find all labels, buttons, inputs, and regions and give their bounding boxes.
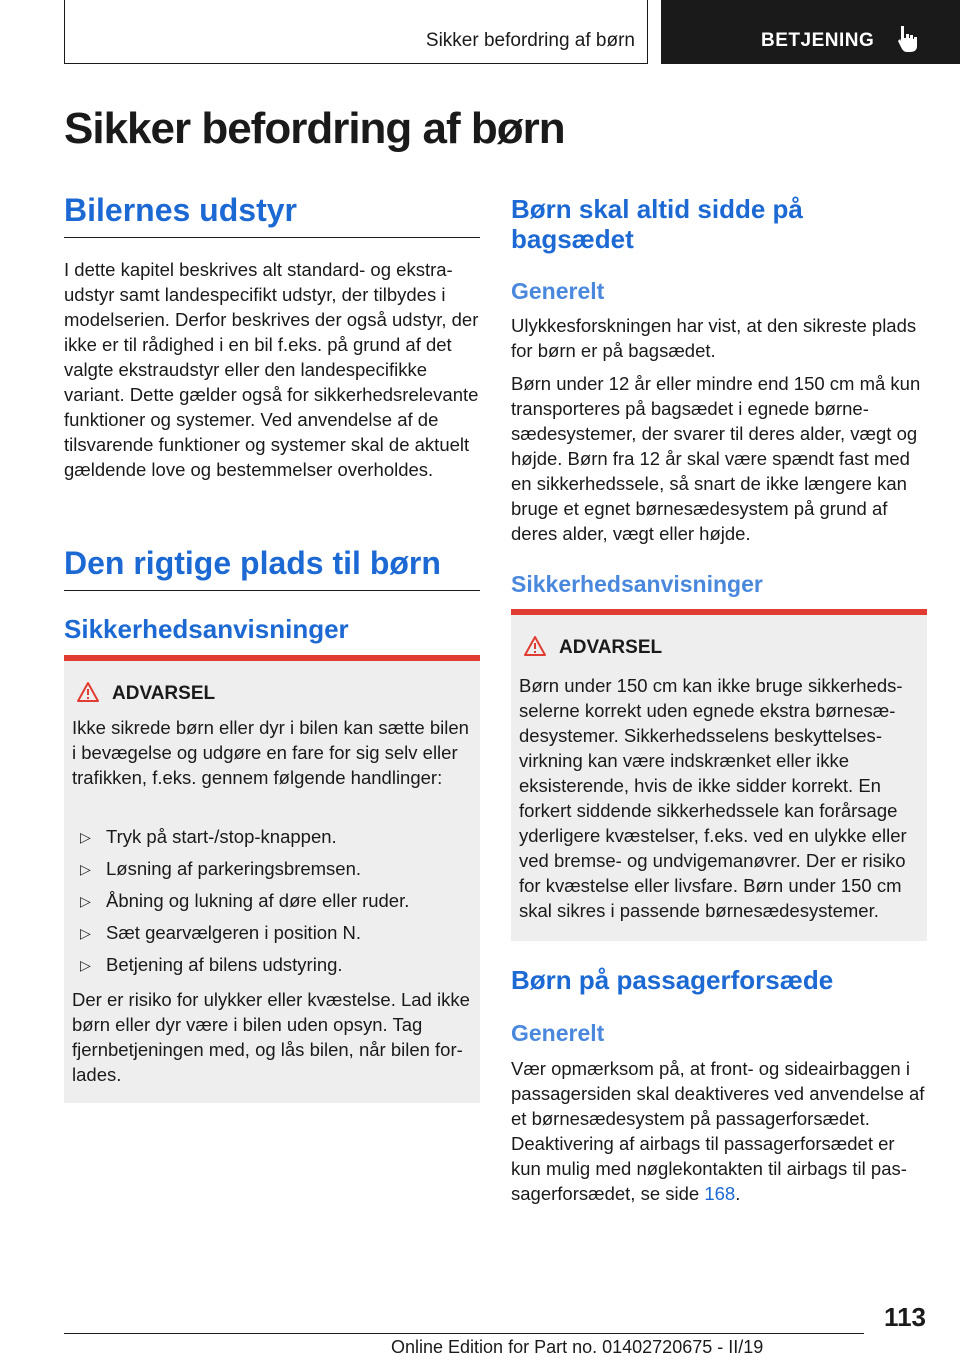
list-item: ▷ Tryk på start-/stop-knappen. xyxy=(72,821,472,853)
list-item: ▷ Løsning af parkeringsbremsen. xyxy=(72,853,472,885)
warning-label-right: ADVARSEL xyxy=(559,637,663,658)
warning-label-left: ADVARSEL xyxy=(112,683,216,704)
heading-bilernes-udstyr: Bilernes udstyr xyxy=(64,192,480,238)
heading-boern-bagsaedet: Børn skal altid sidde på bagsædet xyxy=(511,194,803,254)
heading-generelt-2: Generelt xyxy=(511,1020,605,1046)
paragraph-boern-under-12: Børn under 12 år eller mindre end 150 cm må kun transporteres på bagsædet i egnede børnesædesystemer, der svarer til deres alder, vægt og højde. Børn fra 12 år skal være spændt fast med en sikkerhedssele, så snart de ikke længere kan bruge et egnet børnesædesystem på grund af deres alder, vægt eller højde. xyxy=(511,373,921,544)
warning-outro-left: Der er risiko for ulykker eller kvæstelse. Lad ikke børn eller dyr være i bilen uden opsyn. Tag fjernbetjeningen med, og lås bilen, når bilen forlades. xyxy=(72,989,470,1085)
pointing-hand-icon xyxy=(897,24,923,54)
triangle-bullet-icon: ▷ xyxy=(80,861,91,877)
paragraph-airbag: Vær opmærksom på, at front- og sideairbaggen i passagersiden skal deaktiveres ved anvendelse af et børnesædesystem på passagerforsædet. Deaktivering af airbags til passagerforsædet er kun mulig med nøglekontakten til airbags til passagerforsædet, se side 168. xyxy=(511,1058,925,1204)
warning-bullet-list xyxy=(72,821,472,981)
footer-divider xyxy=(64,1333,864,1334)
paragraph-sikreste-plads: Ulykkesforskningen har vist, at den sikreste plads for børn er på bagsædet. xyxy=(511,315,917,361)
warning-box-right xyxy=(511,609,927,941)
warning-box-left xyxy=(64,655,480,1103)
list-item: ▷ Åbning og lukning af døre eller ruder. xyxy=(72,885,472,917)
header-section-title: Sikker befordring af børn xyxy=(425,30,635,51)
warning-triangle-icon xyxy=(523,635,547,657)
heading-sikkerhedsanvisninger-left: Sikkerhedsanvisninger xyxy=(64,614,349,644)
warning-text-right: Børn under 150 cm kan ikke bruge sikkerhedsselerne korrekt uden egnede ekstra børnesædesystemer. Sikkerhedsselens beskyttelsesvirkning kan være indskrænket eller ikke eksisterende, hvis de ikke sidder korrekt. En forkert siddende sikkerhedssele kan forårsage yderligere kvæstelser, f.eks. ved en ulykke eller ved bremse- og undvigemanøvrer. Der er risiko for kvæstelse eller livsfare. Børn under 150 cm skal sikres i passende børnesædesystemer. xyxy=(519,675,907,921)
page-number: 113 xyxy=(884,1302,926,1332)
warning-intro-left: Ikke sikrede børn eller dyr i bilen kan sætte bilen i bevægelse og udgøre en fare for sig selv eller trafikken, f.eks. gennem følgende handlinger: xyxy=(72,717,469,788)
triangle-bullet-icon: ▷ xyxy=(80,893,91,909)
triangle-bullet-icon: ▷ xyxy=(80,925,91,941)
header-chapter-label: BETJENING xyxy=(761,30,875,51)
warning-triangle-icon xyxy=(76,681,100,703)
footer-edition: Online Edition for Part no. 01402720675 - II/19 xyxy=(391,1337,764,1357)
heading-rigtige-plads: Den rigtige plads til børn xyxy=(64,545,480,591)
triangle-bullet-icon: ▷ xyxy=(80,957,91,973)
page-link-168[interactable]: 168 xyxy=(704,1183,736,1204)
triangle-bullet-icon: ▷ xyxy=(80,829,91,845)
heading-generelt-1: Generelt xyxy=(511,278,605,304)
list-item: ▷ Betjening af bilens udstyring. xyxy=(72,949,472,981)
heading-passagerforsaede: Børn på passagerforsæde xyxy=(511,965,834,995)
header-section-box xyxy=(64,0,648,64)
header-chapter-tab[interactable] xyxy=(661,0,960,64)
heading-sikkerhedsanvisninger-right: Sikkerhedsanvisninger xyxy=(511,571,763,597)
list-item: ▷ Sæt gearvælgeren i position N. xyxy=(72,917,472,949)
page-title: Sikker befordring af børn xyxy=(64,104,565,153)
udstyr-paragraph: I dette kapitel beskrives alt standard- og ekstraudstyr samt landespecifikt udstyr, der tilbydes i modelserien. Derfor beskrives der også udstyr, der ikke er til rådighed i en bil f.eks. på grund af det valgte ekstraudstyr eller den landespecifikke variant. Dette gælder også for sikkerhedsrelevante funktioner og systemer. Ved anvendelse af de tilsvarende funktioner og systemer skal de aktuelt gældende love og bestemmelser overholdes. xyxy=(64,259,479,480)
